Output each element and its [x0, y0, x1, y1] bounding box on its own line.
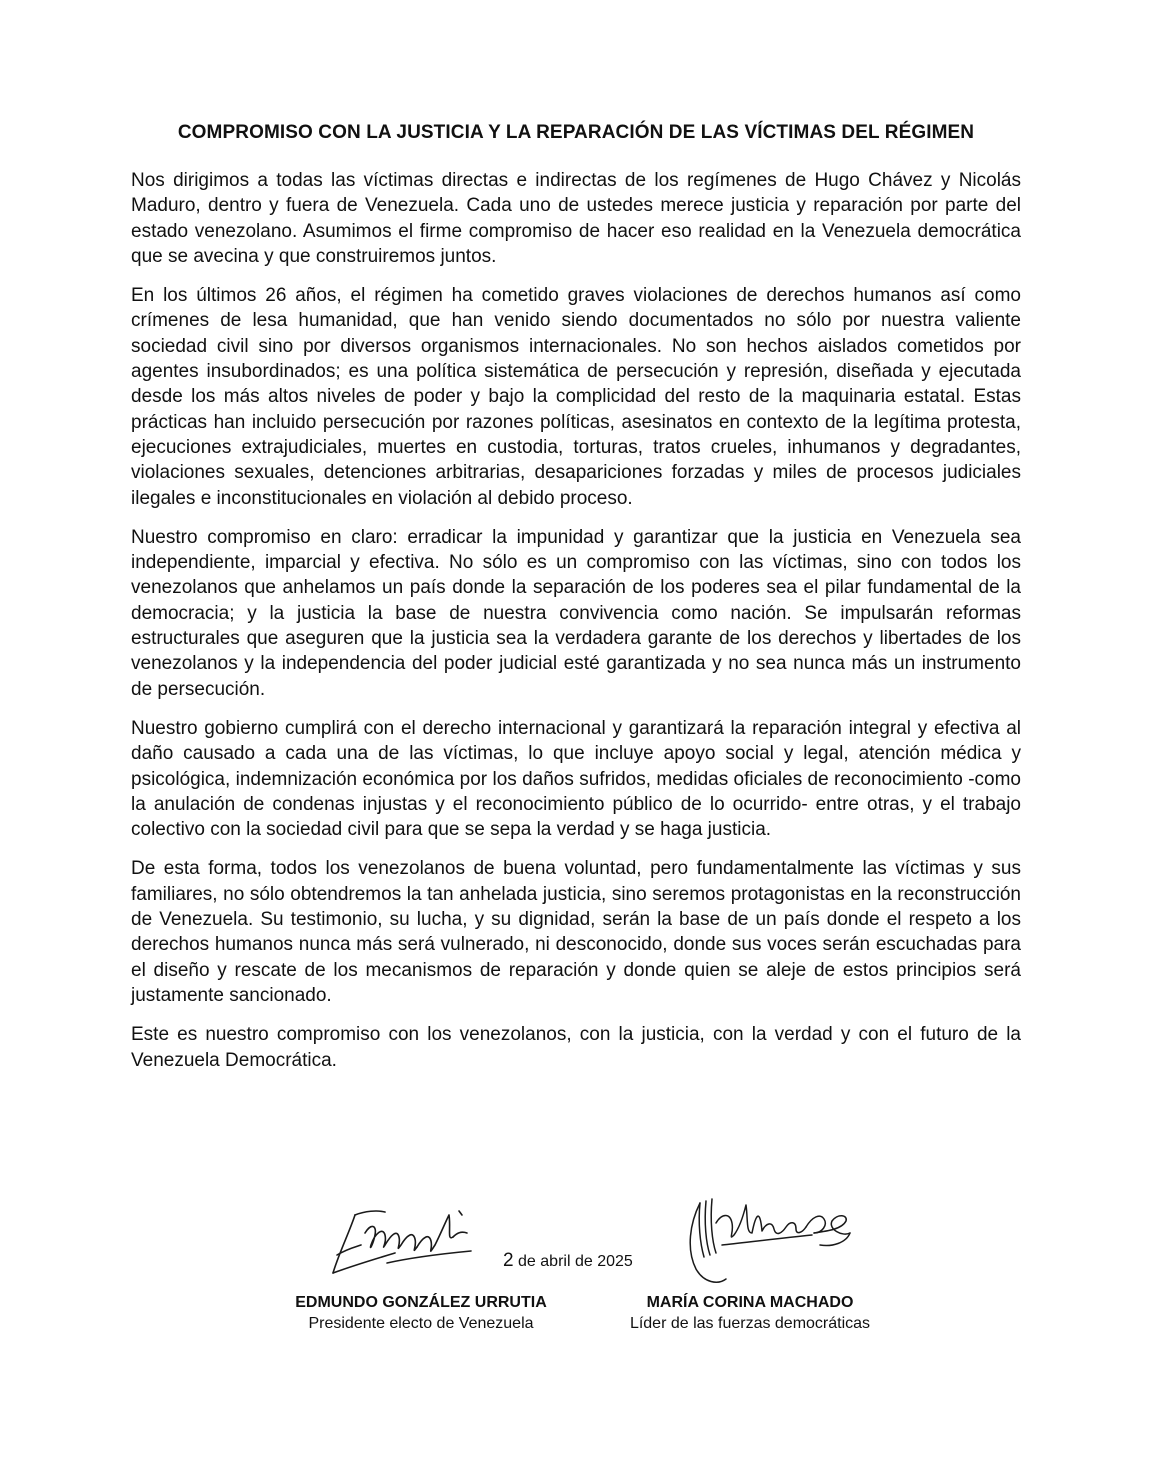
signatory-left: [276, 1293, 566, 1335]
signatory-left-name: EDMUNDO GONZÁLEZ URRUTIA: [295, 1294, 547, 1311]
paragraph-4: Nuestro gobierno cumplirá con el derecho internacional y garantizará la reparación integral y efectiva al daño causado a cada una de las víctimas, lo que incluye apoyo social y legal, atención médica y psicológica, indemnización económica por los daños sufridos, medidas oficiales de reconocimiento -como la anulación de condenas injustas y el reconocimiento público de lo ocurrido- entre otras, y el trabajo colectivo con la sociedad civil para que se sepa la verdad y se haga justicia.: [131, 717, 1021, 841]
signature-gonzalez: [325, 1193, 475, 1278]
signatory-right-role: Líder de las fuerzas democráticas: [629, 1315, 871, 1332]
paragraph-6: Este es nuestro compromiso con los venezolanos, con la justicia, con la verdad y con el futuro de la Venezuela Democrática.: [131, 1024, 1021, 1071]
signatory-right-name: MARÍA CORINA MACHADO: [646, 1294, 854, 1311]
signatory-left-role: Presidente electo de Venezuela: [308, 1315, 534, 1332]
paragraph-2: En los últimos 26 años, el régimen ha cometido graves violaciones de derechos humanos así como crímenes de lesa humanidad, que han venido siendo documentados no sólo por nuestra valiente sociedad civil sino por diversos organismos internacionales. No son hechos aislados cometidos por agentes insubordinados; es una política sistemática de persecución y represión, diseñada y ejecutada desde los más altos niveles de poder y bajo la complicidad del resto de la maquinaria estatal. Estas prácticas han incluido persecución por razones políticas, asesinatos en contexto de la legítima protesta, ejecuciones extrajudiciales, muertes en custodia, torturas, tratos crueles, inhumanos y degradantes, violaciones sexuales, detenciones arbitrarias, desapariciones forzadas y miles de procesos judiciales ilegales e inconstitucionales en violación al debido proceso.: [131, 285, 1021, 509]
date-day: 2: [503, 1250, 514, 1271]
paragraph-3: Nuestro compromiso en claro: erradicar la impunidad y garantizar que la justicia en Venezuela sea independiente, imparcial y efectiva. No sólo es un compromiso con las víctimas, sino con todos los venezolanos que anhelamos un país donde la separación de los poderes sea el pilar fundamental de la democracia; y la justicia la base de nuestra convivencia como nación. Se impulsarán reformas estructurales que aseguren que la justicia sea la verdadera garante de los derechos y libertades de los venezolanos y la independencia del poder judicial esté garantizada y no sea nunca más un instrumento de persecución.: [131, 526, 1021, 700]
document-title: COMPROMISO CON LA JUSTICIA Y LA REPARACIÓN DE LAS VÍCTIMAS DEL RÉGIMEN: [177, 122, 975, 143]
date-line: [503, 1250, 633, 1272]
signature-machado: [682, 1183, 857, 1293]
signatory-right: [605, 1293, 895, 1335]
letter-body: [131, 122, 1021, 1087]
paragraph-5: De esta forma, todos los venezolanos de buena voluntad, pero fundamentalmente las víctimas y sus familiares, no sólo obtendremos la tan anhelada justicia, sino seremos protagonistas en la reconstrucción de Venezuela. Su testimonio, su lucha, y su dignidad, serán la base de un país donde el respeto a los derechos humanos nunca más será vulnerado, ni desconocido, donde sus voces serán escuchadas para el diseño y rescate de los mecanismos de reparación y donde quien se aleje de estos principios será justamente sancionado.: [131, 858, 1021, 1006]
paragraph-1: Nos dirigimos a todas las víctimas directas e indirectas de los regímenes de Hugo Chávez y Nicolás Maduro, dentro y fuera de Venezuela. Cada uno de ustedes merece justicia y reparación por parte del estado venezolano. Asumimos el firme compromiso de hacer eso realidad en la Venezuela democrática que se avecina y que construiremos juntos.: [131, 170, 1021, 267]
date-month-year: de abril de 2025: [513, 1253, 633, 1270]
